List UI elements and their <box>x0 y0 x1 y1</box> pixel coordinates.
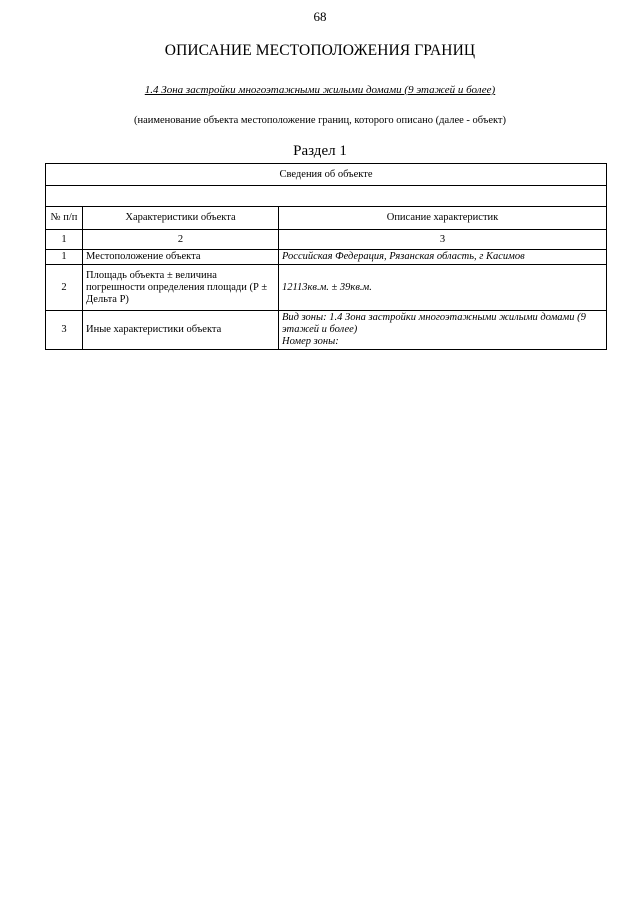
section-title: Раздел 1 <box>293 143 347 159</box>
header-characteristic: Характеристики объекта <box>83 207 279 230</box>
row-description: Российская Федерация, Рязанская область, г Касимов <box>279 250 607 265</box>
row-characteristic: Местоположение объекта <box>83 250 279 265</box>
numbering-cell: 3 <box>279 230 607 250</box>
document-title: ОПИСАНИЕ МЕСТОПОЛОЖЕНИЯ ГРАНИЦ <box>164 42 476 59</box>
table-spacer-row <box>46 186 607 207</box>
row-description: 12113кв.м. ± 39кв.м. <box>279 265 607 311</box>
row-number: 2 <box>46 265 83 311</box>
object-name <box>0 84 640 96</box>
table-row <box>46 250 607 265</box>
table-row <box>46 265 607 311</box>
object-info-table <box>45 163 607 350</box>
header-description: Описание характеристик <box>279 207 607 230</box>
numbering-cell: 2 <box>83 230 279 250</box>
header-number: № п/п <box>46 207 83 230</box>
object-name-text: 1.4 Зона застройки многоэтажными жилыми домами (9 этажей и более) <box>144 84 496 96</box>
table-title-row <box>46 164 607 186</box>
table-title: Сведения об объекте <box>46 164 607 186</box>
table-spacer-cell <box>46 186 607 207</box>
row-description <box>279 311 607 350</box>
numbering-cell: 1 <box>46 230 83 250</box>
row-number: 3 <box>46 311 83 350</box>
table-header-row <box>46 207 607 230</box>
zone-number: Номер зоны: <box>282 336 339 347</box>
row-characteristic: Иные характеристики объекта <box>83 311 279 350</box>
zone-type: Вид зоны: 1.4 Зона застройки многоэтажными жилыми домами (9 этажей и более) <box>282 312 586 335</box>
row-number: 1 <box>46 250 83 265</box>
row-characteristic: Площадь объекта ± величина погрешности определения площади (Р ± Дельта Р) <box>83 265 279 311</box>
page-number: 68 <box>313 9 327 24</box>
table-row <box>46 311 607 350</box>
table-numbering-row <box>46 230 607 250</box>
object-name-caption: (наименование объекта местоположение границ, которого описано (далее - объект) <box>133 115 507 126</box>
